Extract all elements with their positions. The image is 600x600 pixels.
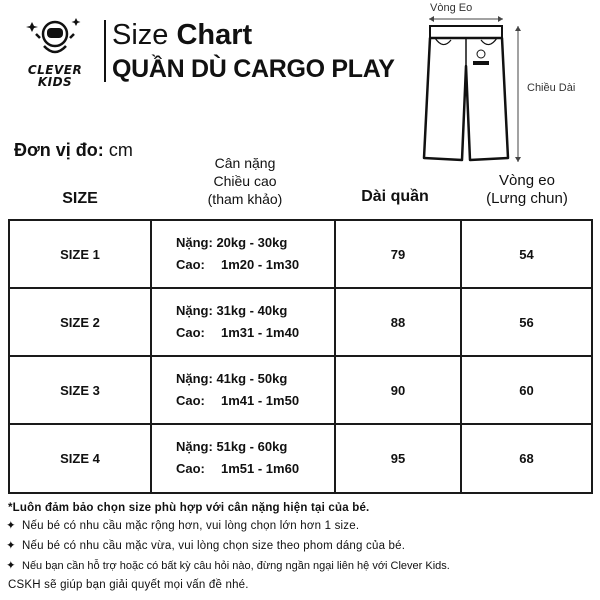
- table-cell-weight: Nặng: 31kg - 40kg: [176, 303, 288, 318]
- header-reference: Cân nặng Chiều cao (tham khảo): [207, 155, 283, 207]
- table-cell-height-label: Cao:: [176, 257, 205, 272]
- table-cell-length: 90: [390, 382, 406, 398]
- table-cell-height: 1m20 - 1m30: [221, 257, 300, 272]
- table-cell-length: 95: [390, 451, 406, 466]
- pants-diagram: [415, 0, 600, 170]
- header-waist: Vòng eo (Lưng chun): [486, 172, 568, 207]
- table-cell-height: 1m51 - 1m60: [221, 461, 300, 476]
- table-cell-height: 1m41 - 1m50: [221, 393, 300, 408]
- table-cell-height-label: Cao:: [176, 461, 205, 476]
- table-cell-length: 79: [390, 246, 406, 262]
- product-title: QUẦN DÙ CARGO PLAY: [112, 55, 395, 83]
- note-item: Nếu bé có nhu cầu mặc rộng hơn, vui lòng chọn lớn hơn 1 size.: [22, 520, 360, 532]
- table-cell-weight: Nặng: 41kg - 50kg: [176, 371, 288, 386]
- waist-label: Vòng Eo: [430, 2, 473, 14]
- table-cell-waist: 68: [519, 451, 534, 466]
- star-bullet-icon: ✦: [6, 540, 16, 552]
- table-cell-height: 1m31 - 1m40: [221, 325, 300, 340]
- table-cell-height-label: Cao:: [176, 325, 205, 340]
- brand-name-line2: KIDS: [37, 75, 73, 89]
- header-length: Dài quần: [361, 188, 429, 205]
- star-bullet-icon: ✦: [6, 520, 16, 532]
- header-size: SIZE: [62, 190, 98, 207]
- length-label: Chiều Dài: [527, 82, 576, 94]
- note-item: Nếu bé có nhu cầu mặc vừa, vui lòng chọn size theo phom dáng của bé.: [22, 540, 406, 552]
- note-item: Nếu bạn cần hỗ trợ hoặc có bất kỳ câu hỏi nào, đừng ngần ngại liên hệ với Clever Kids.: [22, 560, 450, 572]
- table-cell-weight: Nặng: 20kg - 30kg: [176, 235, 288, 250]
- brand-name-line1: CLEVER: [27, 63, 83, 77]
- page-title: Size Chart: [112, 19, 253, 51]
- table-cell-waist: 60: [519, 382, 534, 398]
- pants-outline-icon: [415, 0, 600, 170]
- header-divider: [104, 20, 106, 82]
- note-last: CSKH sẽ giúp bạn giải quyết mọi vấn đề nhé.: [8, 579, 249, 591]
- table-cell-size: SIZE 1: [60, 246, 100, 262]
- note-main: *Luôn đảm bảo chọn size phù hợp với cân nặng hiện tại của bé.: [8, 502, 370, 514]
- table-cell-weight: Nặng: 51kg - 60kg: [176, 439, 288, 454]
- table-cell-height-label: Cao:: [176, 393, 205, 408]
- table-cell-waist: 54: [519, 246, 534, 262]
- table-cell-waist: 56: [519, 314, 534, 330]
- star-bullet-icon: ✦: [6, 560, 16, 572]
- table-cell-size: SIZE 2: [60, 314, 100, 330]
- unit-label: Đơn vị đo: cm: [14, 140, 133, 160]
- astronaut-icon: [10, 14, 100, 64]
- table-cell-size: SIZE 4: [60, 451, 100, 466]
- brand-logo: [10, 14, 100, 89]
- table-cell-length: 88: [390, 314, 406, 330]
- table-cell-size: SIZE 3: [60, 382, 100, 398]
